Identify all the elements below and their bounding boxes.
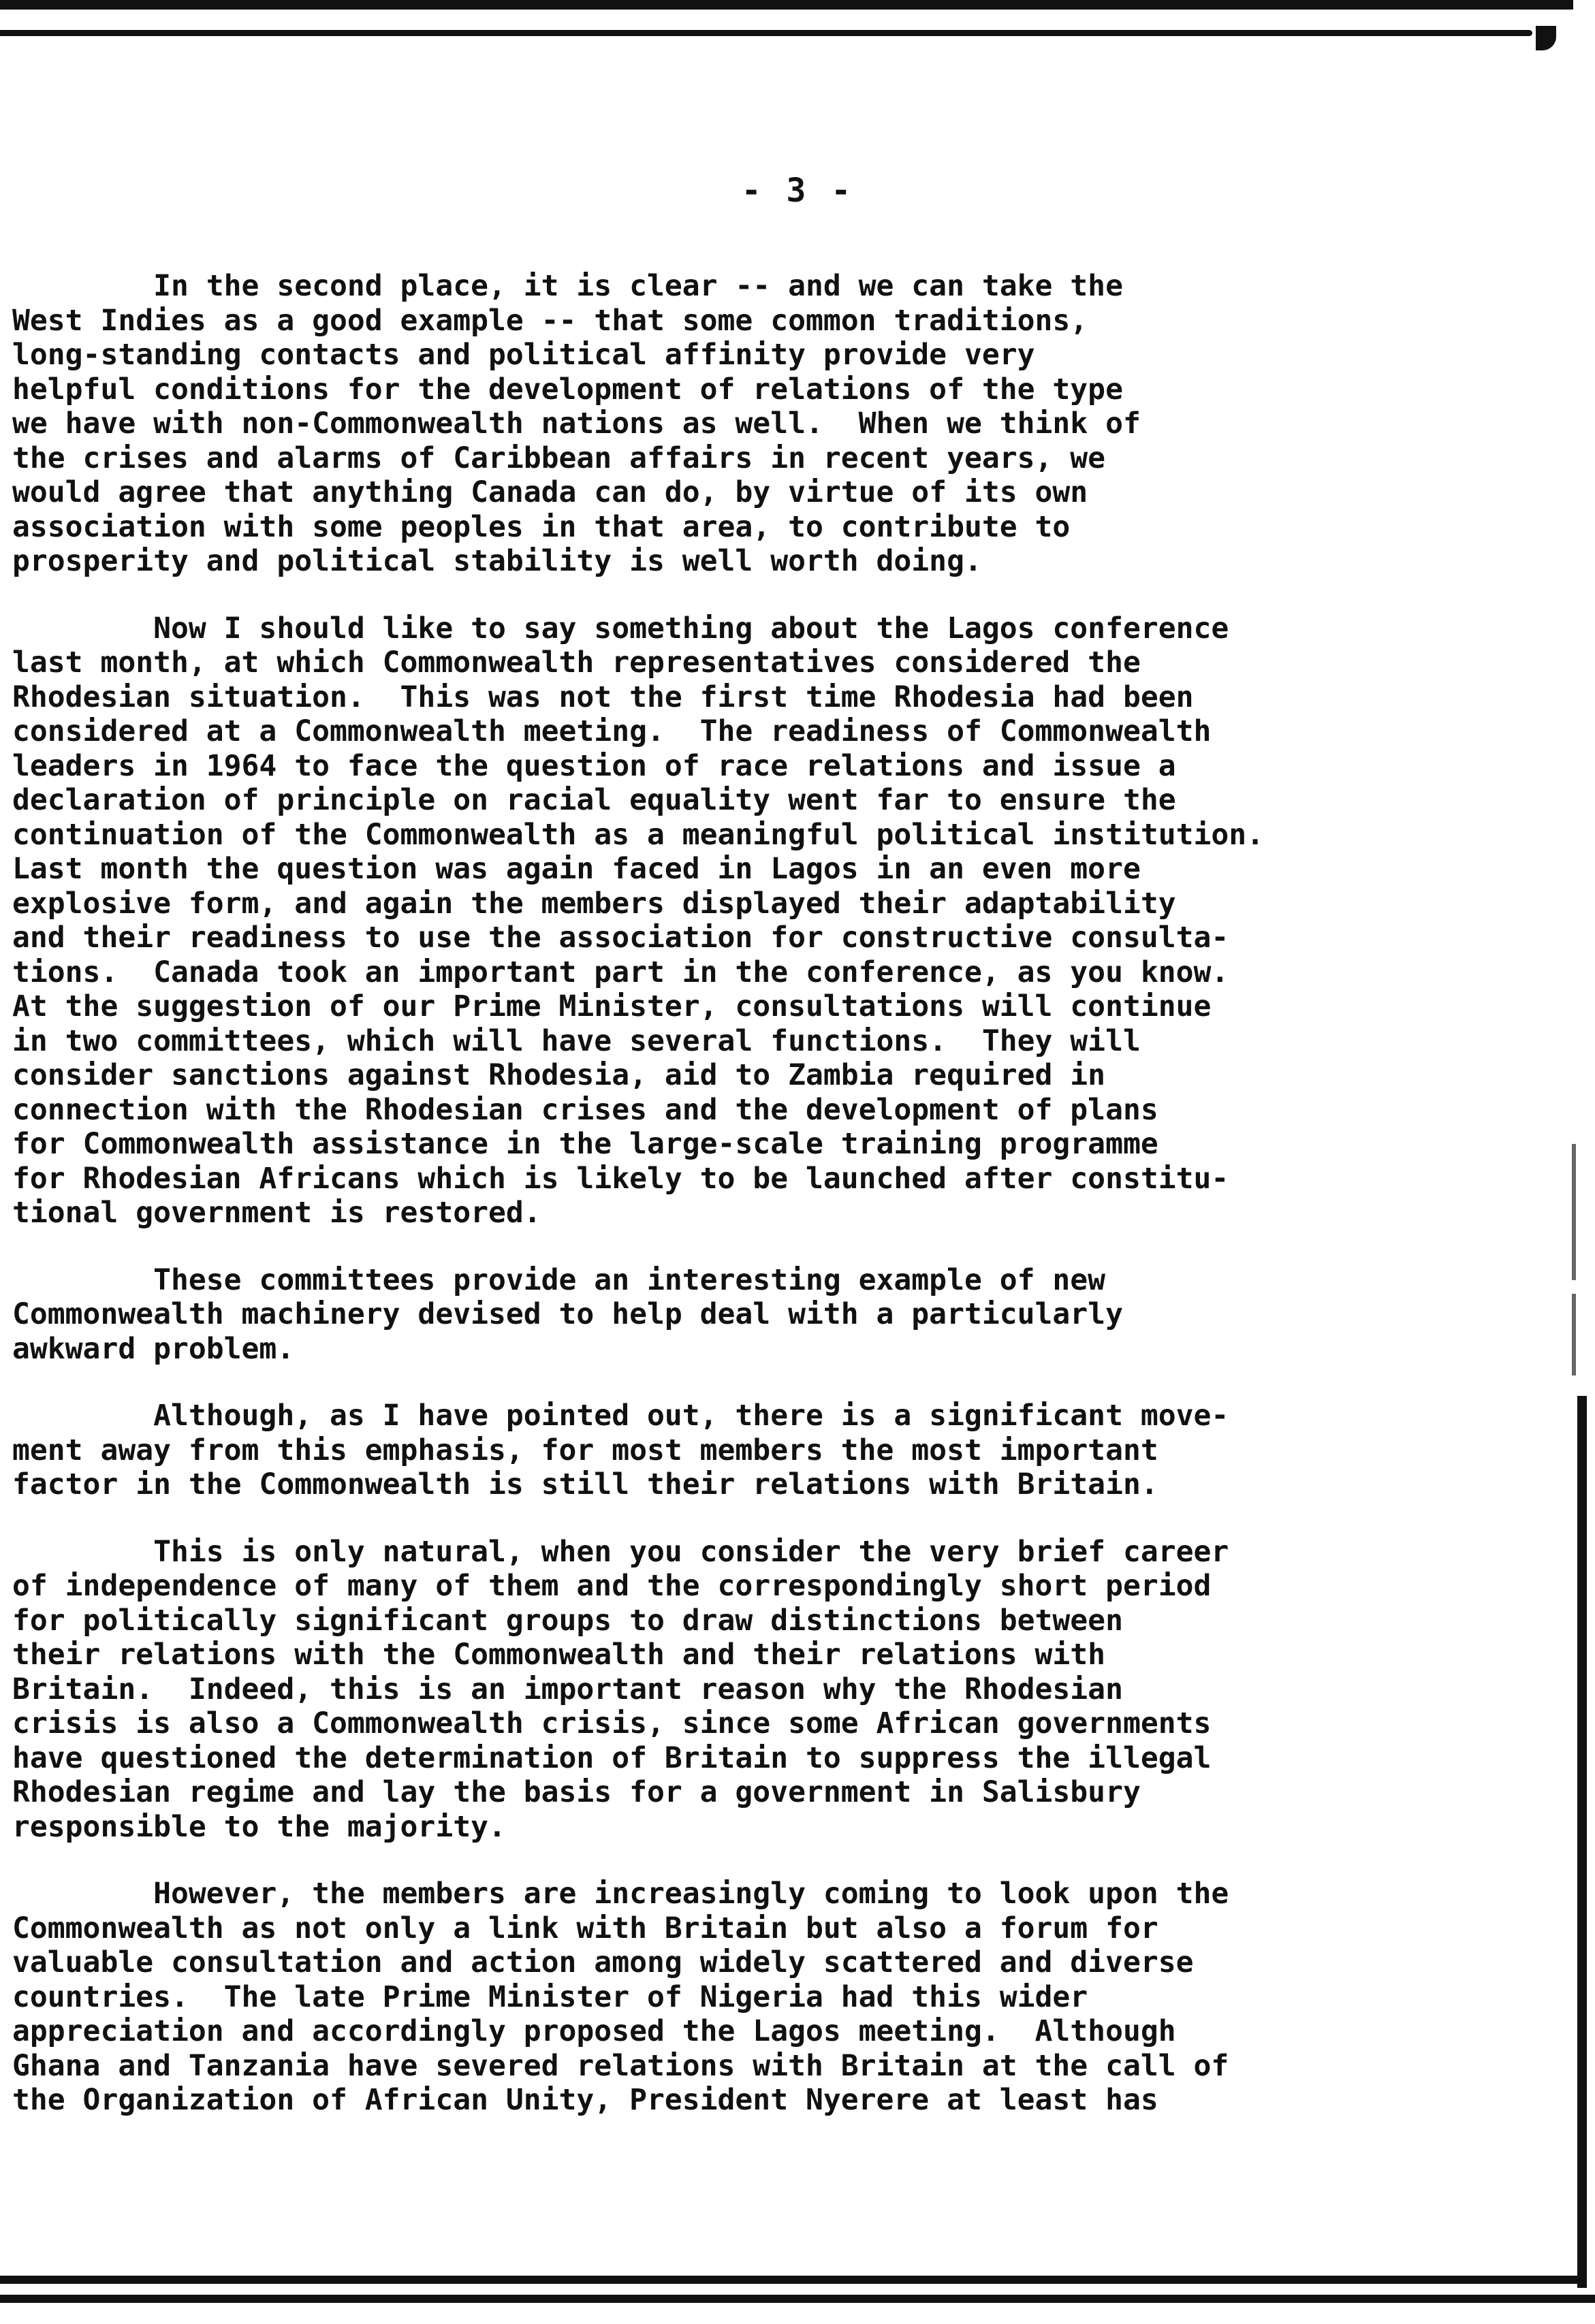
text-line: consider sanctions against Rhodesia, aid to Zambia required in bbox=[12, 1058, 1106, 1092]
text-line: connection with the Rhodesian crises and the development of plans bbox=[12, 1092, 1158, 1127]
text-line: tional government is restored. bbox=[12, 1196, 541, 1230]
text-line: in two committees, which will have several functions. They will bbox=[12, 1023, 1141, 1058]
text-line: At the suggestion of our Prime Minister, consultations will continue bbox=[12, 989, 1212, 1023]
right-edge-speck bbox=[1572, 1294, 1576, 1375]
right-edge-speck bbox=[1572, 1144, 1576, 1280]
text-line: These committees provide an interesting example of new bbox=[12, 1262, 1106, 1297]
text-line: In the second place, it is clear -- and we can take the bbox=[12, 269, 1123, 303]
text-line: responsible to the majority. bbox=[12, 1809, 506, 1844]
text-line: long-standing contacts and political affinity provide very bbox=[12, 338, 1035, 372]
text-line: Last month the question was again faced in Lagos in an even more bbox=[12, 852, 1141, 886]
text-line: the crises and alarms of Caribbean affairs in recent years, we bbox=[12, 441, 1106, 475]
bottom-border-line bbox=[0, 2276, 1587, 2284]
text-line: Britain. Indeed, this is an important reason why the Rhodesian bbox=[12, 1672, 1123, 1706]
text-line: prosperity and political stability is well worth doing. bbox=[12, 544, 982, 578]
bottom-border-line-secondary bbox=[0, 2295, 1595, 2303]
text-line: for Commonwealth assistance in the large-scale training programme bbox=[12, 1127, 1158, 1161]
top-border-line bbox=[0, 0, 1573, 10]
text-line: for politically significant groups to draw distinctions between bbox=[12, 1603, 1123, 1638]
text-line: for Rhodesian Africans which is likely to be launched after constitu- bbox=[12, 1161, 1229, 1196]
top-border-hook bbox=[1536, 26, 1556, 50]
text-line: have questioned the determination of Britain to suppress the illegal bbox=[12, 1740, 1212, 1775]
text-line: Now I should like to say something about the Lagos conference bbox=[12, 611, 1229, 646]
paragraph bbox=[12, 1877, 1572, 2118]
paragraph bbox=[12, 269, 1572, 579]
text-line: Although, as I have pointed out, there is a significant move- bbox=[12, 1399, 1229, 1433]
text-line: declaration of principle on racial equality went far to ensure the bbox=[12, 783, 1176, 817]
text-line: crisis is also a Commonwealth crisis, since some African governments bbox=[12, 1706, 1212, 1740]
text-line: helpful conditions for the development of relations of the type bbox=[12, 372, 1123, 407]
text-line: the Organization of African Unity, President Nyerere at least has bbox=[12, 2083, 1158, 2117]
text-line: and their readiness to use the association for constructive consulta- bbox=[12, 921, 1229, 955]
text-line: appreciation and accordingly proposed the Lagos meeting. Although bbox=[12, 2014, 1176, 2048]
text-line: would agree that anything Canada can do, by virtue of its own bbox=[12, 475, 1088, 509]
text-line: However, the members are increasingly coming to look upon the bbox=[12, 1877, 1229, 1911]
text-line: their relations with the Commonwealth and their relations with bbox=[12, 1638, 1106, 1672]
text-line: awkward problem. bbox=[12, 1331, 295, 1366]
text-line: Rhodesian situation. This was not the first time Rhodesia had been bbox=[12, 680, 1194, 714]
text-line: countries. The late Prime Minister of Nigeria had this wider bbox=[12, 1979, 1088, 2014]
text-line: Ghana and Tanzania have severed relations with Britain at the call of bbox=[12, 2048, 1229, 2083]
text-line: of independence of many of them and the correspondingly short period bbox=[12, 1569, 1212, 1603]
text-line: last month, at which Commonwealth representatives considered the bbox=[12, 646, 1141, 680]
right-edge-shadow bbox=[1577, 1396, 1587, 2288]
text-line: factor in the Commonwealth is still their relations with Britain. bbox=[12, 1467, 1158, 1501]
text-line: Commonwealth as not only a link with Britain but also a forum for bbox=[12, 1911, 1158, 1945]
text-line: West Indies as a good example -- that some common traditions, bbox=[12, 303, 1088, 338]
paragraph bbox=[12, 611, 1572, 1230]
text-line: valuable consultation and action among widely scattered and diverse bbox=[12, 1945, 1194, 1979]
text-line: This is only natural, when you consider the very brief career bbox=[12, 1534, 1229, 1569]
page-number: - 3 - bbox=[741, 172, 854, 210]
paragraph bbox=[12, 1535, 1572, 1845]
text-line: leaders in 1964 to face the question of race relations and issue a bbox=[12, 748, 1176, 783]
text-line: Rhodesian regime and lay the basis for a government in Salisbury bbox=[12, 1775, 1141, 1809]
paragraph bbox=[12, 1263, 1572, 1367]
text-line: considered at a Commonwealth meeting. The readiness of Commonwealth bbox=[12, 714, 1212, 748]
text-line: Commonwealth machinery devised to help deal with a particularly bbox=[12, 1297, 1123, 1331]
top-border-line-secondary bbox=[0, 30, 1532, 36]
paragraph bbox=[12, 1399, 1572, 1502]
text-line: tions. Canada took an important part in the conference, as you know. bbox=[12, 955, 1229, 989]
text-line: association with some peoples in that area, to contribute to bbox=[12, 509, 1071, 544]
text-line: explosive form, and again the members displayed their adaptability bbox=[12, 886, 1176, 921]
text-line: ment away from this emphasis, for most members the most important bbox=[12, 1433, 1158, 1467]
text-line: continuation of the Commonwealth as a meaningful political institution. bbox=[12, 817, 1265, 852]
body-text bbox=[12, 269, 1572, 2150]
text-line: we have with non-Commonwealth nations as well. When we think of bbox=[12, 407, 1141, 441]
